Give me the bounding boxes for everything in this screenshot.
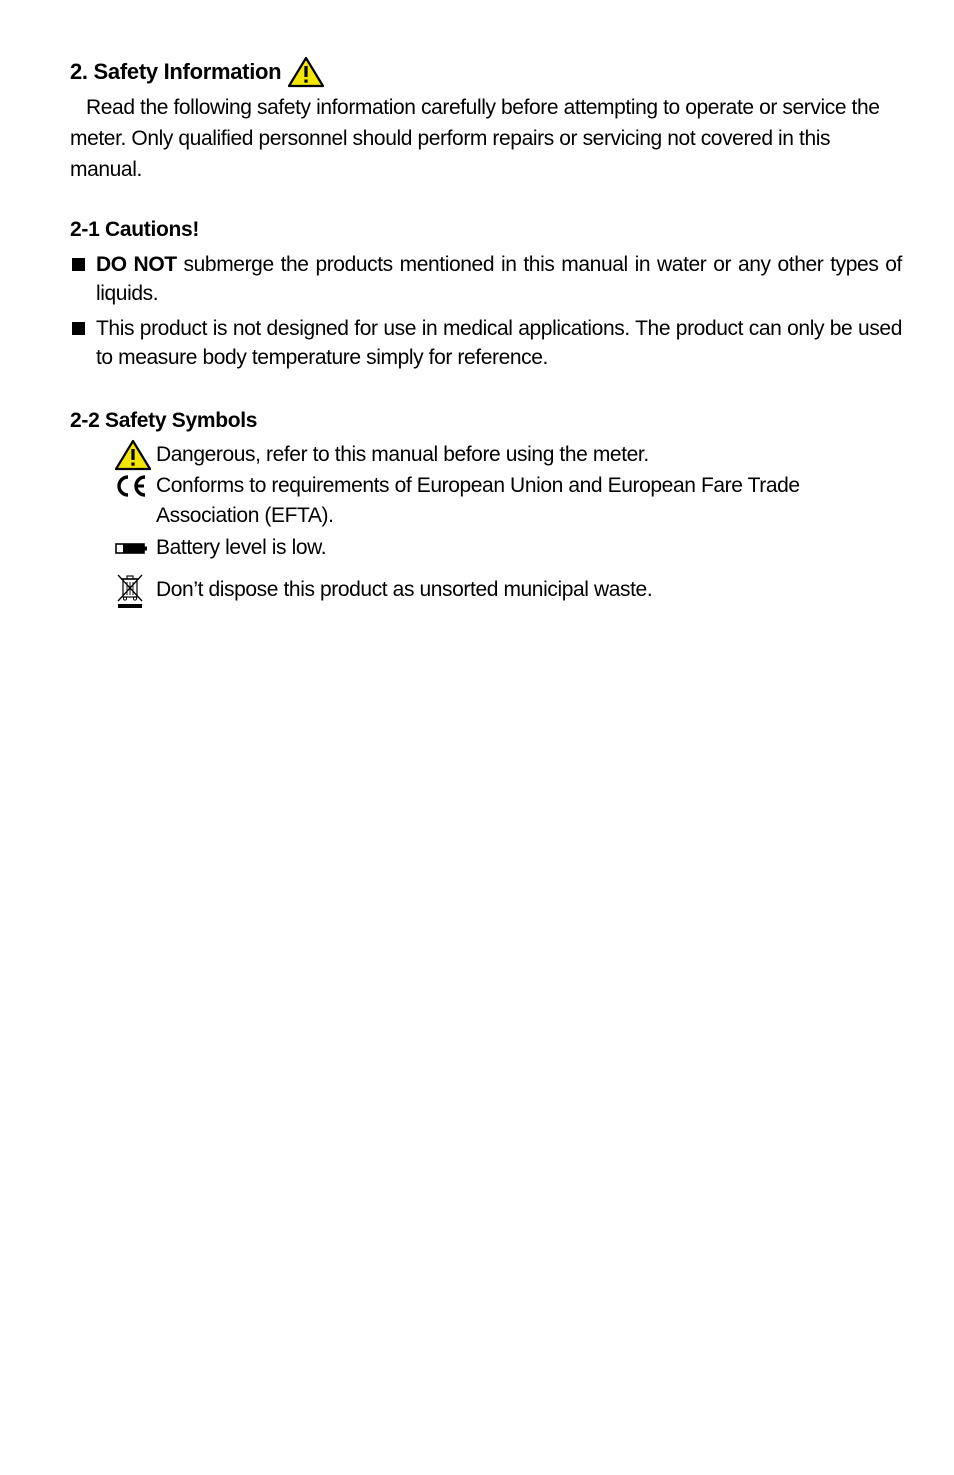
section-title: 2. Safety Information — [70, 59, 282, 84]
caution-text: This product is not designed for use in medical applications. The product can only be used to measure body temperature simply for reference. — [96, 317, 902, 369]
symbol-description: Conforms to requirements of European Union and European Fare Trade Association (EFTA). — [156, 474, 800, 527]
list-item — [70, 250, 902, 308]
square-bullet-icon — [72, 322, 85, 335]
symbol-row — [70, 440, 902, 470]
symbol-row — [70, 573, 902, 609]
cautions-list — [70, 250, 902, 372]
warning-icon — [287, 56, 325, 88]
intro-paragraph: Read the following safety information carefully before attempting to operate or service the meter. Only qualified personnel should perform repairs or servicing not covered in this manual. — [70, 96, 880, 181]
caution-text: submerge the products mentioned in this manual in water or any other types of liquids. — [96, 253, 902, 305]
manual-page — [70, 52, 902, 609]
list-item — [70, 314, 902, 372]
symbol-description: Battery level is low. — [156, 536, 327, 559]
symbol-description: Don’t dispose this product as unsorted municipal waste. — [156, 578, 653, 601]
square-bullet-icon — [72, 258, 85, 271]
symbols-list — [70, 440, 902, 609]
ce-mark-icon — [114, 471, 156, 501]
symbols-heading: 2-2 Safety Symbols — [70, 409, 258, 432]
emphasis-text: DO NOT — [96, 253, 177, 276]
section-heading — [70, 52, 902, 92]
warning-icon — [114, 440, 156, 470]
low-battery-icon — [114, 533, 156, 563]
symbol-description: Dangerous, refer to this manual before using the meter. — [156, 443, 649, 466]
symbol-row — [70, 533, 902, 563]
symbol-row — [70, 471, 902, 531]
weee-bin-icon — [114, 573, 156, 609]
cautions-heading: 2-1 Cautions! — [70, 218, 200, 241]
